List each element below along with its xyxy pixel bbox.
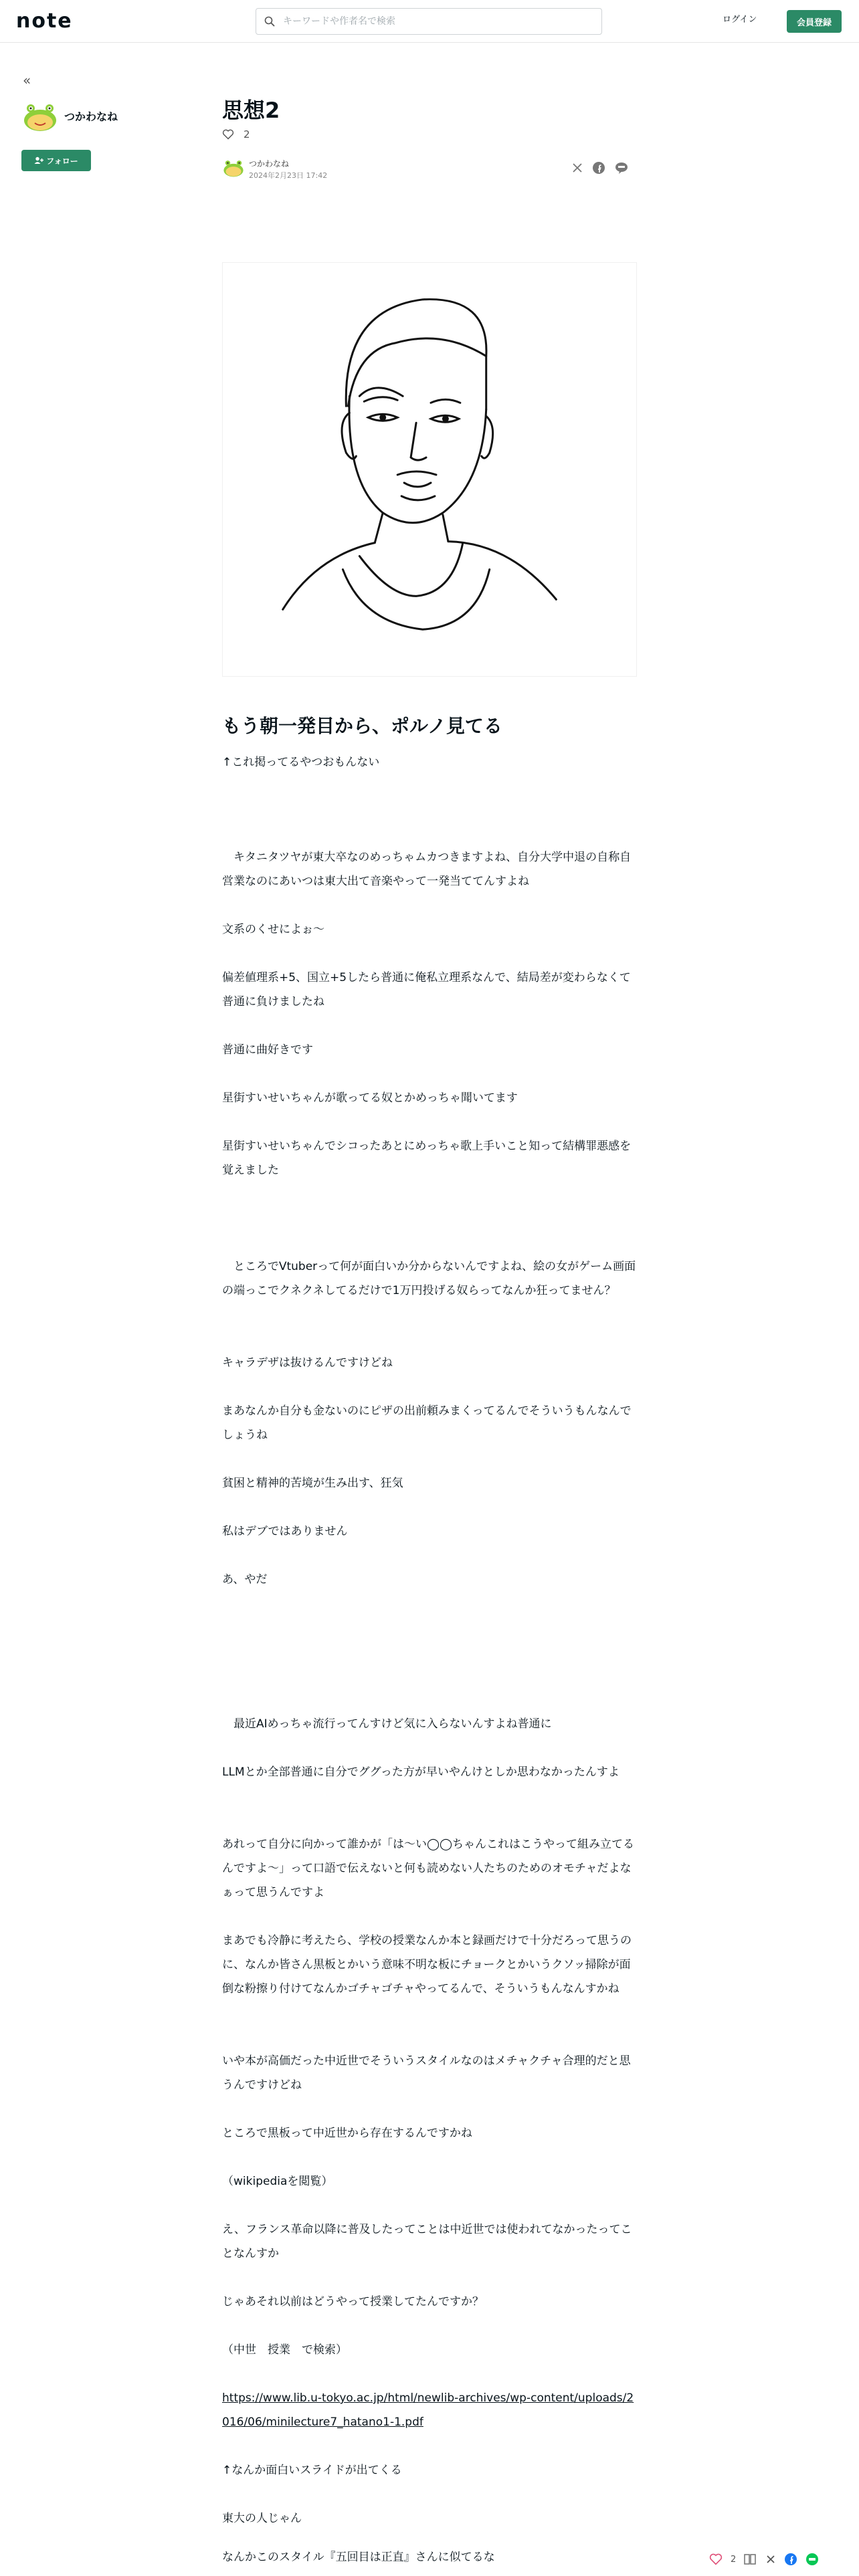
article-likes[interactable] bbox=[222, 128, 250, 140]
paragraph: いや本が高価だった中近世でそういうスタイルなのはメチャクチャ合理的だと思うんですけどね bbox=[222, 2054, 631, 2092]
site-header bbox=[0, 0, 859, 43]
author-avatar[interactable] bbox=[21, 100, 59, 132]
note-logo[interactable]: note bbox=[16, 9, 73, 33]
article-heading: もう朝一発目から、ポルノ見てる bbox=[222, 715, 502, 737]
paragraph: まあでも冷静に考えたら、学校の授業なんか本と録画だけで十分だろって思うのに、なんか皆さん黒板とかいう意味不明な板にチョークとかいうクソッ掃除が面倒な粉擦り付けてなんかゴチャゴチャやってるんで、そういうもんなんすかね bbox=[222, 1934, 632, 1996]
paragraph: じゃあそれ以前はどうやって授業してたんですか？ bbox=[222, 2295, 484, 2309]
search-icon bbox=[264, 16, 275, 27]
paragraph: 偏差値理系+5、国立+5したら普通に俺私立理系なんで、結局差が変わらなくて普通に負けましたね bbox=[222, 971, 631, 1008]
paragraph: ↑なんか面白いスライドが出てくる bbox=[222, 2464, 402, 2477]
paragraph: 星街すいせいちゃんが歌ってる奴とかめっちゃ聞いてます bbox=[222, 1091, 518, 1105]
paragraph: LLMとか全部普通に自分でググった方が早いやんけとしか思わなかったんすよ bbox=[222, 1765, 619, 1779]
search-box[interactable] bbox=[256, 8, 602, 35]
x-share-icon[interactable] bbox=[570, 160, 585, 175]
paragraph: ところで黒板って中近世から存在するんですかね bbox=[222, 2127, 472, 2140]
float-like-count: 2 bbox=[731, 2554, 737, 2565]
paragraph: （中世 授業 で検索） bbox=[222, 2343, 347, 2357]
paragraph: 最近AIめっちゃ流行ってんすけど気に入らないんすよね普通に bbox=[222, 1717, 552, 1731]
heart-icon[interactable] bbox=[709, 2553, 723, 2565]
heart-icon[interactable] bbox=[222, 129, 234, 140]
paragraph: 東大の人じゃん bbox=[222, 2512, 302, 2525]
collapse-sidebar-icon[interactable]: « bbox=[23, 72, 31, 88]
paragraph: ところでVtuberって何が面白いか分からないんですよね、絵の女がゲーム画面の端っこでクネクネしてるだけで1万円投げる奴らってなんか狂ってません？ bbox=[222, 1260, 636, 1297]
like-count: 2 bbox=[244, 128, 250, 140]
user-plus-icon bbox=[34, 156, 43, 165]
paragraph: キャラデザは抜けるんですけどね bbox=[222, 1356, 393, 1370]
paragraph: 星街すいせいちゃんでシコったあとにめっちゃ歌上手いこと知って結構罪悪感を覚えました bbox=[222, 1140, 632, 1177]
external-link[interactable]: https://www.lib.u-tokyo.ac.jp/html/newlib-archives/wp-content/uploads/2016/06/minilecture7_hatano1-1.pdf bbox=[222, 2391, 634, 2429]
paragraph: あれって自分に向かって誰かが「は〜い◯◯ちゃんこれはこうやって組み立てるんですよ〜」って口語で伝えないと何も読めない人たちのためのオモチャだよなぁって思うんですよ bbox=[222, 1838, 635, 1899]
login-link[interactable]: ログイン bbox=[723, 15, 757, 25]
article-illustration bbox=[222, 262, 637, 677]
paragraph: ↑これ掲ってるやつおもんない bbox=[222, 756, 380, 769]
paragraph: （wikipediaを閲覧） bbox=[222, 2175, 333, 2188]
magazine-add-icon[interactable] bbox=[744, 2553, 757, 2565]
x-share-icon[interactable] bbox=[765, 2554, 776, 2565]
paragraph: 私はデブではありません bbox=[222, 1525, 348, 1538]
line-share-icon[interactable] bbox=[805, 2553, 819, 2566]
publish-date: 2024年2月23日 17:42 bbox=[249, 171, 328, 180]
line-share-icon[interactable] bbox=[614, 160, 629, 175]
paragraph bbox=[222, 2386, 637, 2434]
paragraph: あ、やだ bbox=[222, 1573, 268, 1586]
follow-button[interactable] bbox=[21, 150, 91, 171]
facebook-share-icon[interactable] bbox=[591, 160, 606, 175]
facebook-share-icon[interactable] bbox=[784, 2553, 797, 2566]
paragraph: なんかこのスタイル『五回目は正直』さんに似てるな bbox=[222, 2551, 495, 2564]
paragraph: 貧困と精神的苦境が生み出す、狂気 bbox=[222, 1477, 403, 1490]
paragraph: キタニタツヤが東大卒なのめっちゃムカつきますよね、自分大学中退の自称自営業なのにあいつは東大出て音楽やって一発当ててんすよね bbox=[222, 851, 632, 888]
paragraph: まあなんか自分も金ないのにピザの出前頼みまくってるんでそういうもんなんでしょうね bbox=[222, 1404, 632, 1442]
author-name[interactable]: つかわなね bbox=[64, 110, 118, 123]
floating-action-bar bbox=[709, 2549, 856, 2569]
paragraph: 普通に曲好きです bbox=[222, 1043, 313, 1057]
paragraph: え、フランス革命以降に普及したってことは中近世では使われてなかったってことなんすか bbox=[222, 2223, 632, 2260]
meta-author-name[interactable]: つかわなね bbox=[249, 159, 290, 169]
follow-label: フォロー bbox=[46, 156, 78, 166]
search-input[interactable] bbox=[283, 9, 591, 34]
article-title: 思想2 bbox=[222, 98, 280, 123]
signup-button[interactable]: 会員登録 bbox=[787, 10, 842, 33]
author-avatar-small[interactable] bbox=[222, 158, 245, 178]
paragraph: 文系のくせによぉ〜 bbox=[222, 923, 324, 936]
